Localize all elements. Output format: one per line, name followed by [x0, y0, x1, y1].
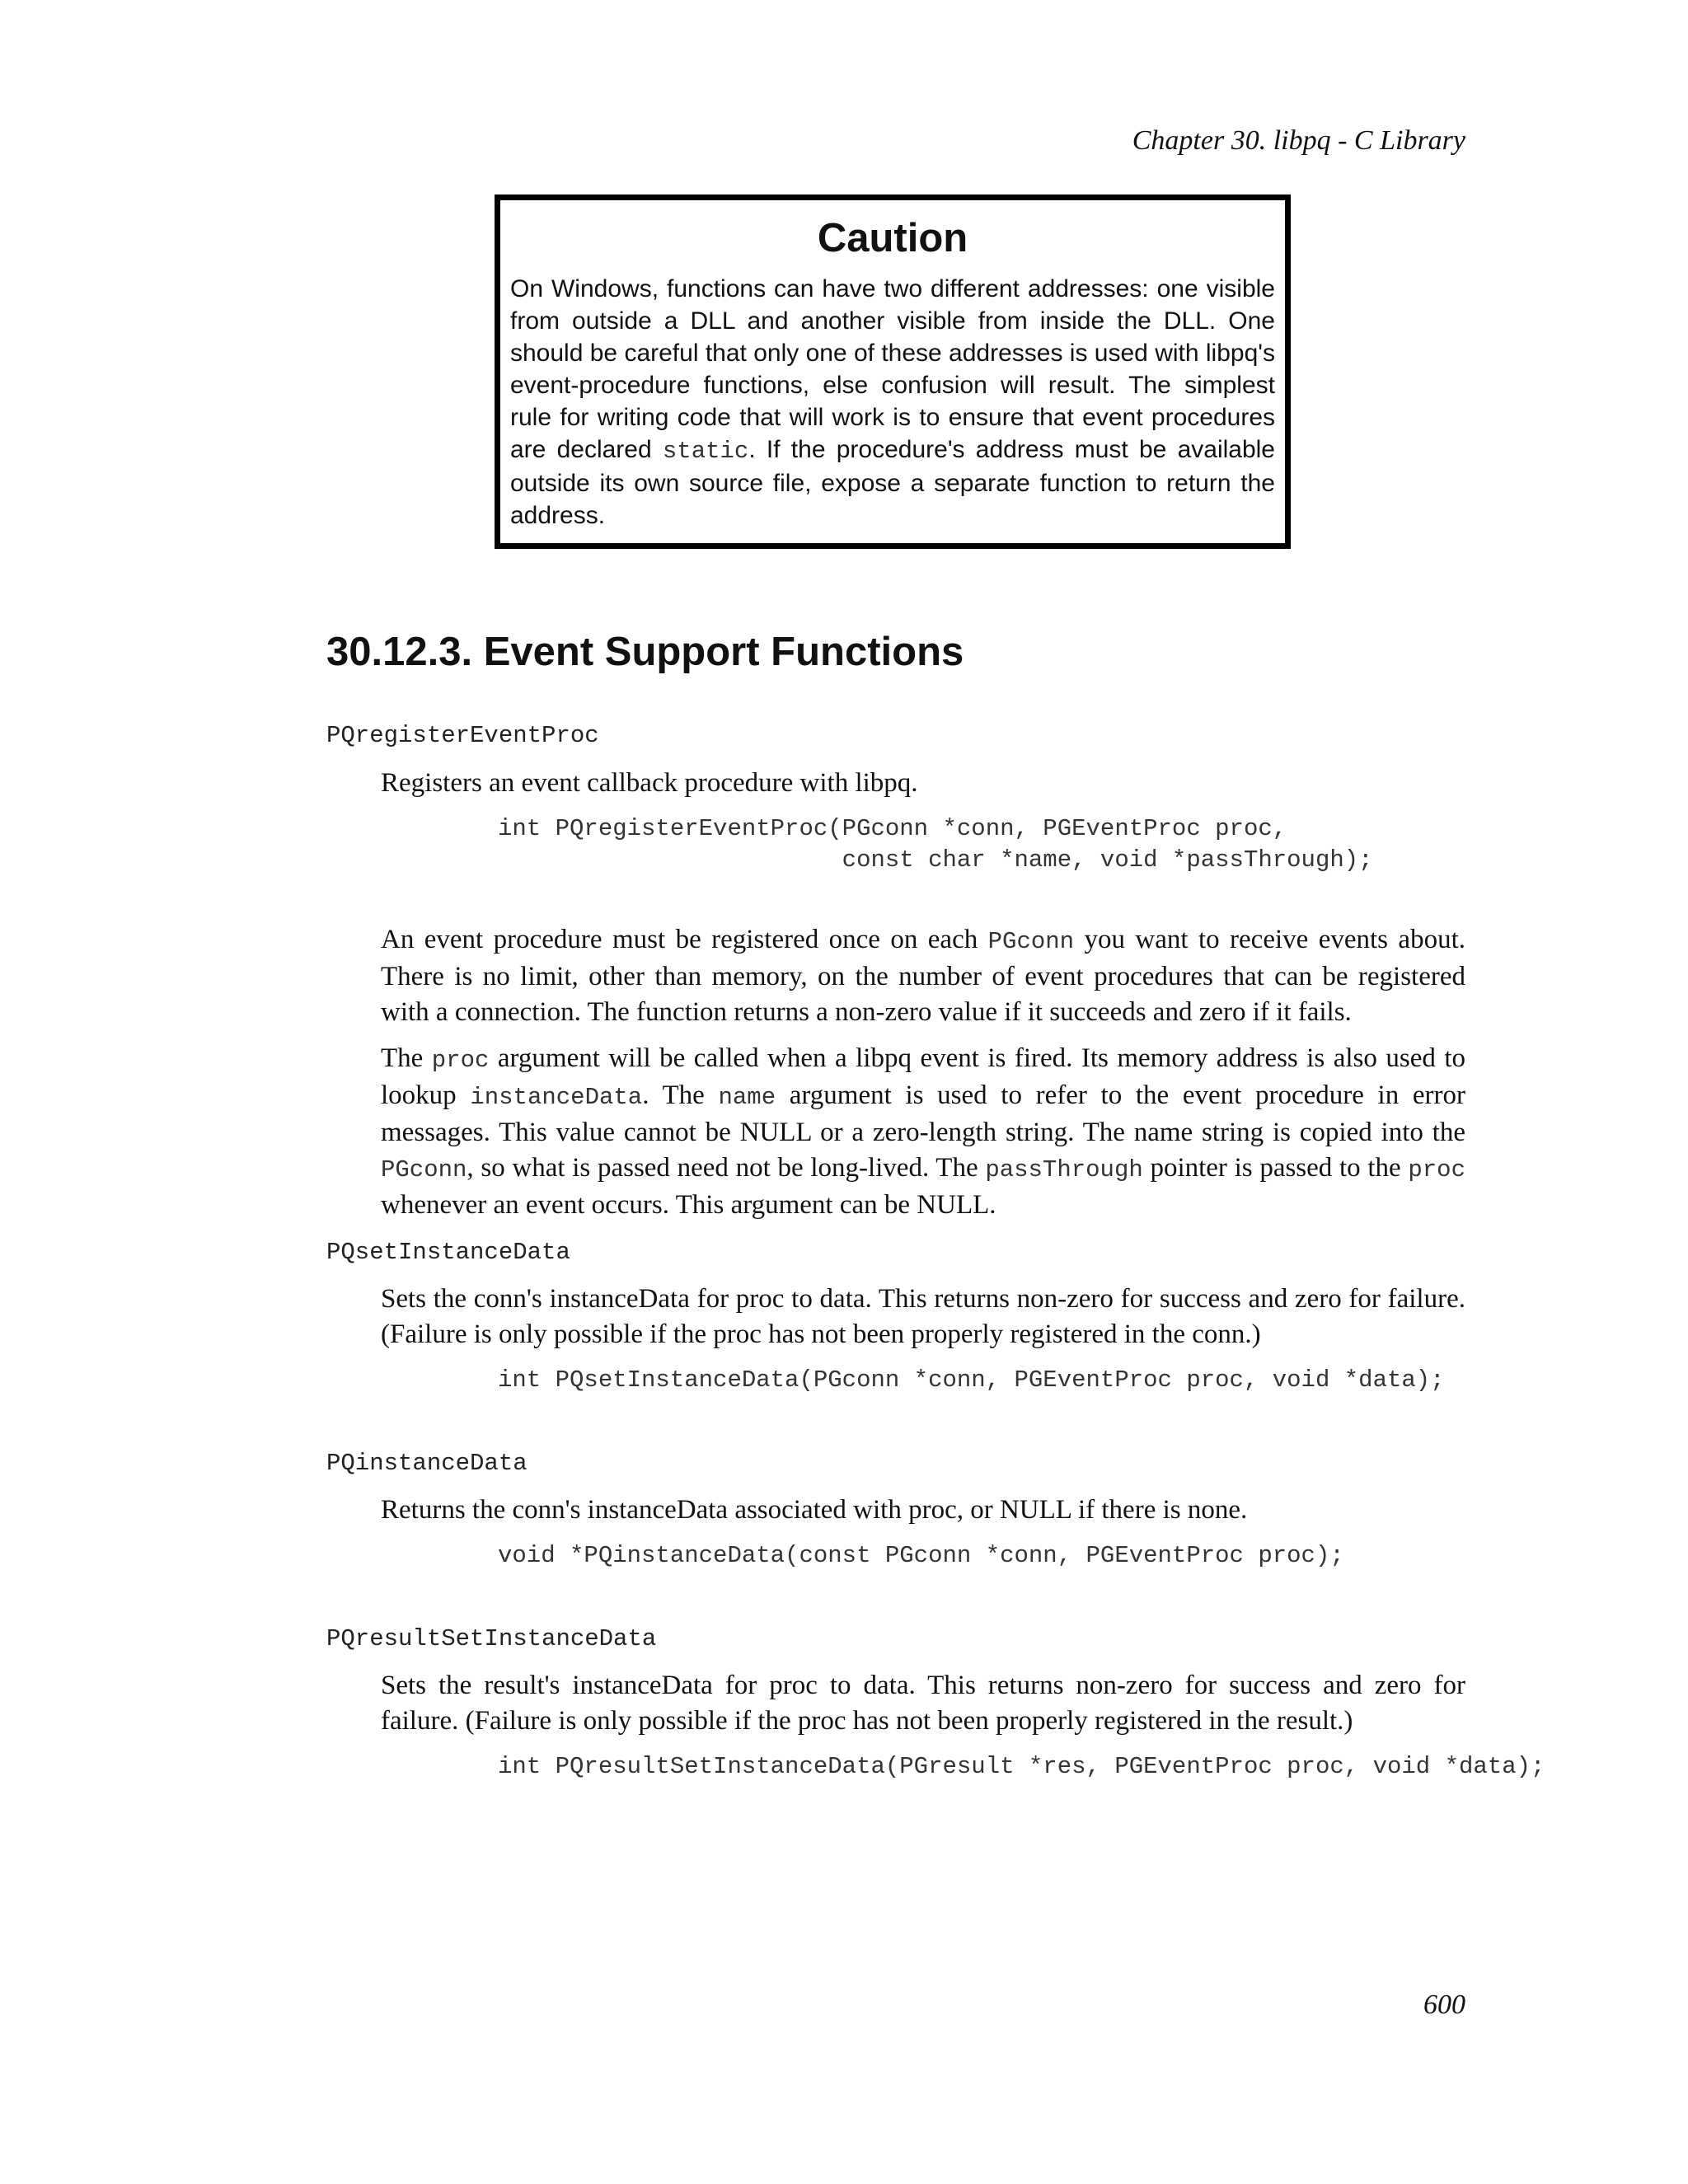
inline-code: PGconn — [381, 1156, 467, 1183]
function-summary: Sets the result's instanceData for proc to data. This returns non-zero for success and zero for failure. (Failure is only possible if the proc has not been properly registered in the result.) — [381, 1671, 1465, 1736]
text-run: . The — [642, 1080, 719, 1110]
section-heading: 30.12.3. Event Support Functions — [326, 630, 964, 674]
code-signature: int PQsetInstanceData(PGconn *conn, PGEventProc proc, void *data); — [498, 1366, 1445, 1394]
description-paragraph — [381, 922, 1465, 1030]
text-run: argument will be called when a libpq event is fired. Its memory address is also used to lookup — [381, 1043, 1465, 1110]
code-line: int PQregisterEventProc(PGconn *conn, PGEventProc proc, — [498, 815, 1287, 842]
description-paragraph — [381, 1041, 1465, 1223]
code-line: const char *name, void *passThrough); — [498, 846, 1373, 874]
inline-code: proc — [431, 1047, 490, 1074]
function-term: PQinstanceData — [326, 1450, 528, 1477]
inline-code: proc — [1408, 1156, 1465, 1183]
caution-box — [495, 194, 1291, 549]
inline-code: instanceData — [470, 1084, 643, 1111]
code-signature — [498, 813, 1373, 876]
page-number: 600 — [1423, 1990, 1465, 2020]
function-summary: Returns the conn's instanceData associated with proc, or NULL if there is none. — [381, 1495, 1248, 1525]
inline-code: name — [718, 1084, 776, 1111]
text-run: you want to receive events about. There is no limit, other than memory, on the number of event procedures that can be registered with a connection. The function returns a non-zero value if it succeeds and zero if it fails. — [381, 925, 1466, 1027]
function-term: PQresultSetInstanceData — [326, 1625, 657, 1652]
code-signature: int PQresultSetInstanceData(PGresult *res, PGEventProc proc, void *data); — [498, 1753, 1545, 1780]
caution-title: Caution — [817, 216, 968, 260]
function-summary: Registers an event callback procedure with libpq. — [381, 768, 918, 798]
function-term: PQregisterEventProc — [326, 722, 599, 749]
text-run: , so what is passed need not be long-lived. The — [467, 1153, 986, 1183]
text-run: whenever an event occurs. This argument can be NULL. — [381, 1190, 996, 1220]
text-run: argument is used to refer to the event procedure in error messages. This value cannot be NULL or a zero-length string. The name string is copied into the — [381, 1080, 1466, 1147]
text-run: The — [381, 1043, 432, 1073]
function-term: PQsetInstanceData — [326, 1239, 570, 1266]
inline-code: PGconn — [987, 928, 1075, 955]
function-summary: Sets the conn's instanceData for proc to data. This returns non-zero for success and zero for failure. (Failure is only possible if the proc has not been properly registered in the conn.) — [381, 1284, 1465, 1349]
inline-code: static — [662, 438, 749, 466]
caution-text-part: . If the procedure's address must be available outside its own source file, expose a separate function to return the address. — [510, 436, 1275, 530]
text-run: An event procedure must be registered once on each — [381, 925, 988, 954]
caution-text — [510, 273, 1275, 532]
running-header: Chapter 30. libpq - C Library — [1132, 125, 1465, 156]
code-signature: void *PQinstanceData(const PGconn *conn, PGEventProc proc); — [498, 1542, 1344, 1569]
inline-code: passThrough — [985, 1156, 1143, 1183]
text-run: pointer is passed to the — [1142, 1153, 1409, 1183]
caution-text-part: On Windows, functions can have two different addresses: one visible from outside a DLL and another visible from inside the DLL. One should be careful that only one of these addresses is used with libpq's event-procedure functions, else confusion will result. The simplest rule for writing code that will work is to ensure that event procedures are declared — [510, 275, 1275, 464]
